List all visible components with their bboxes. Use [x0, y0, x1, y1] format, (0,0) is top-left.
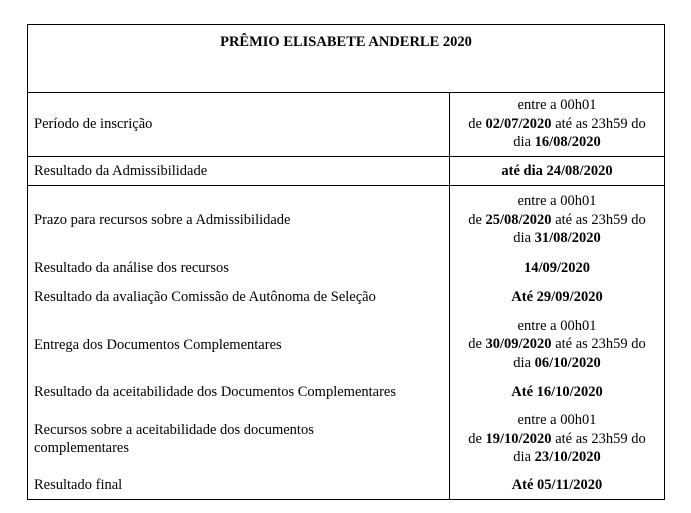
row-value: 14/09/2020: [449, 254, 664, 282]
table-row: [28, 471, 664, 499]
row-value: [449, 312, 664, 377]
value-line: entre a 00h01: [517, 97, 597, 114]
row-value: Até 16/10/2020: [449, 377, 664, 407]
row-label: Entrega dos Documentos Complementares: [34, 336, 282, 353]
table-row: [28, 407, 664, 471]
table-row: [28, 186, 664, 254]
row-label: [34, 407, 446, 471]
row-value: Até 29/09/2020: [449, 282, 664, 312]
value-line: entre a 00h01: [517, 412, 597, 429]
value-line: dia 31/08/2020: [513, 230, 601, 247]
label-line: complementares: [34, 440, 130, 456]
schedule-table: [27, 24, 665, 500]
table-row: [28, 157, 664, 186]
row-value: [449, 407, 664, 471]
row-value: [449, 92, 664, 156]
row-value: até dia 24/08/2020: [449, 157, 664, 185]
value-line: entre a 00h01: [517, 193, 597, 210]
row-label: Resultado final: [34, 477, 123, 493]
value-line: de 25/08/2020 até as 23h59 do: [468, 211, 646, 228]
value-line: dia 23/10/2020: [513, 449, 601, 466]
table-row: [28, 377, 664, 407]
row-label: Período de inscrição: [34, 116, 153, 132]
row-value: Até 05/11/2020: [449, 471, 664, 499]
label-line: Recursos sobre a aceitabilidade dos documentos: [34, 422, 314, 438]
title-row: [28, 25, 664, 93]
table-row: [28, 312, 664, 377]
row-label: Prazo para recursos sobre a Admissibilidade: [34, 212, 291, 228]
value-line: dia 06/10/2020: [513, 354, 601, 371]
table-row: [28, 282, 664, 312]
value-line: dia 16/08/2020: [513, 134, 601, 151]
row-label: Resultado da Admissibilidade: [34, 163, 208, 179]
value-line: de 02/07/2020 até as 23h59 do: [468, 115, 646, 132]
value-line: de 19/10/2020 até as 23h59 do: [468, 430, 646, 447]
row-value: [449, 186, 664, 254]
table-title: PRÊMIO ELISABETE ANDERLE 2020: [220, 34, 472, 50]
row-label: Resultado da análise dos recursos: [34, 260, 229, 276]
table-row: [28, 254, 664, 282]
row-label: Resultado da avaliação Comissão de Autônoma de Seleção: [34, 289, 376, 305]
row-label: Resultado da aceitabilidade dos Documentos Complementares: [34, 384, 396, 400]
value-line: entre a 00h01: [517, 317, 597, 334]
value-line: de 30/09/2020 até as 23h59 do: [468, 336, 646, 353]
table-row: [28, 92, 664, 157]
